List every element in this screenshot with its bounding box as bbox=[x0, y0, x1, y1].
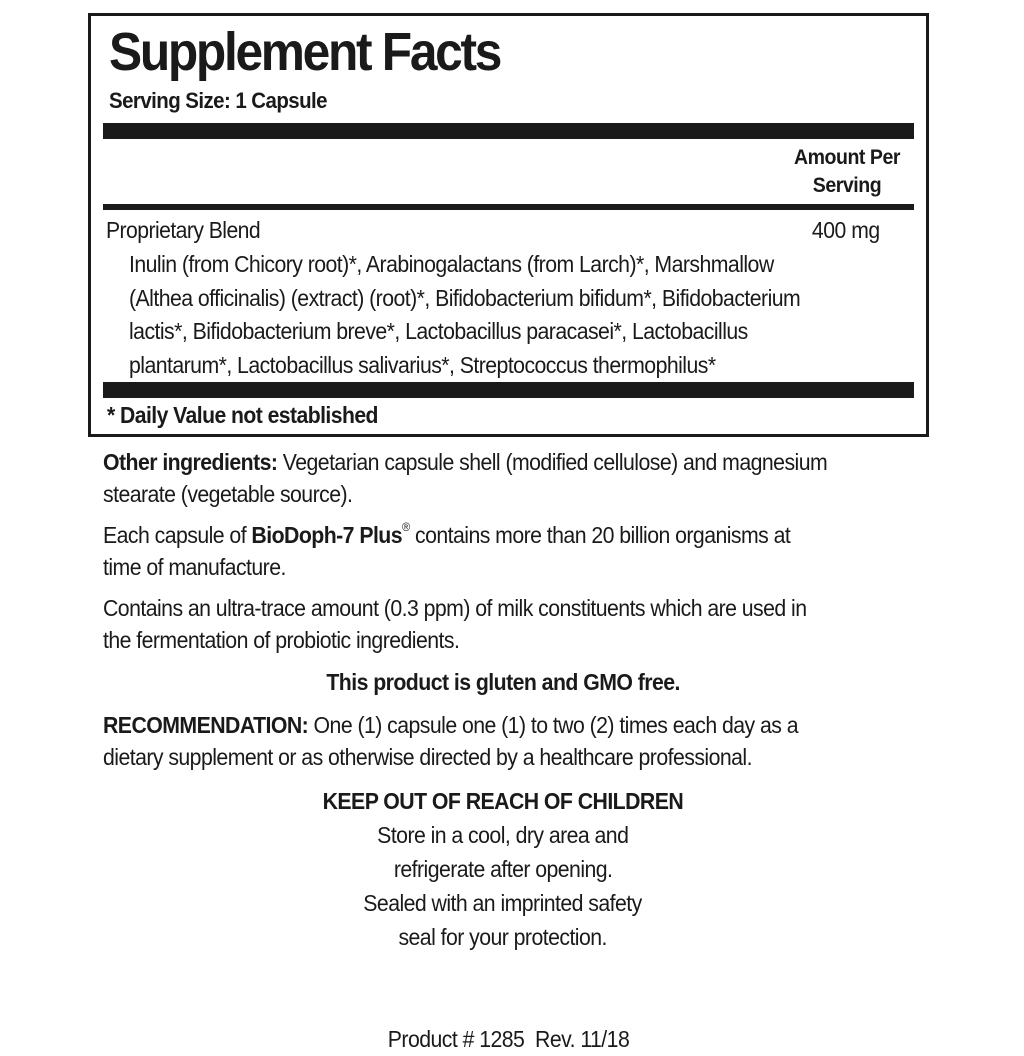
recommendation-line2: dietary supplement or as otherwise directed by a healthcare professional. bbox=[103, 744, 752, 770]
blend-ingredients-line: (Althea officinalis) (extract) (root)*, Bifidobacterium bifidum*, Bifidobacterium bbox=[129, 284, 801, 311]
amount-per-serving-header bbox=[794, 144, 900, 200]
storage-line-text: Store in a cool, dry area and bbox=[377, 822, 629, 848]
other-ingredients-line1 bbox=[103, 446, 889, 478]
registered-mark: ® bbox=[402, 520, 410, 534]
recommendation-label: RECOMMENDATION: bbox=[103, 712, 309, 738]
storage-line bbox=[0, 886, 1006, 920]
blend-ingredients bbox=[129, 248, 888, 382]
other-ingredients-label: Other ingredients: bbox=[103, 449, 278, 475]
gluten-gmo-text: This product is gluten and GMO free. bbox=[326, 669, 680, 695]
milk-statement bbox=[103, 592, 889, 656]
organisms-line2: time of manufacture. bbox=[103, 554, 286, 580]
keep-out-warning bbox=[0, 784, 1006, 818]
blend-ingredients-line: plantarum*, Lactobacillus salivarius*, Streptococcus thermophilus* bbox=[129, 351, 716, 378]
milk-line2: the fermentation of probiotic ingredients. bbox=[103, 627, 460, 653]
other-ingredients-text: Vegetarian capsule shell (modified cellulose) and magnesium bbox=[277, 449, 828, 475]
organisms-line1 bbox=[103, 519, 889, 551]
thin-divider bbox=[103, 204, 914, 210]
milk-line1: Contains an ultra-trace amount (0.3 ppm) of milk constituents which are used in bbox=[103, 595, 807, 621]
recommendation-text: One (1) capsule one (1) to two (2) times each day as a bbox=[308, 712, 798, 738]
gluten-gmo-statement bbox=[0, 665, 1006, 699]
recommendation bbox=[103, 709, 889, 773]
storage-line-text: Sealed with an imprinted safety bbox=[363, 890, 643, 916]
recommendation-line1 bbox=[103, 709, 889, 741]
blend-ingredients-line: Inulin (from Chicory root)*, Arabinogalactans (from Larch)*, Marshmallow bbox=[129, 251, 774, 277]
other-ingredients-line2: stearate (vegetable source). bbox=[103, 481, 353, 507]
blend-name: Proprietary Blend bbox=[106, 217, 261, 243]
storage-instructions bbox=[0, 818, 1006, 954]
storage-line bbox=[0, 818, 1006, 852]
organisms-prefix: Each capsule of bbox=[103, 522, 252, 548]
storage-line-text: seal for your protection. bbox=[398, 924, 608, 950]
daily-value-note: * Daily Value not established bbox=[107, 402, 378, 428]
product-info bbox=[0, 988, 1006, 1056]
organisms-suffix: contains more than 20 billion organisms at bbox=[409, 522, 791, 548]
other-ingredients bbox=[103, 446, 889, 510]
thick-divider-bottom bbox=[103, 382, 914, 398]
blend-amount: 400 mg bbox=[812, 217, 880, 243]
storage-line bbox=[0, 852, 1006, 886]
thick-divider-top bbox=[103, 123, 914, 139]
amount-header-line1: Amount Per bbox=[793, 146, 900, 169]
supplement-facts-panel bbox=[88, 13, 929, 437]
supplement-facts-title: Supplement Facts bbox=[109, 22, 501, 82]
serving-size: Serving Size: 1 Capsule bbox=[109, 88, 327, 113]
amount-header-line2: Serving bbox=[812, 174, 882, 197]
keep-out-text: KEEP OUT OF REACH OF CHILDREN bbox=[322, 788, 684, 814]
storage-line bbox=[0, 920, 1006, 954]
organisms-statement bbox=[103, 519, 889, 583]
blend-ingredients-line: lactis*, Bifidobacterium breve*, Lactobacillus paracasei*, Lactobacillus bbox=[129, 318, 748, 344]
product-name: BioDoph-7 Plus bbox=[251, 522, 403, 548]
product-info-text: Product # 1285 Rev. 11/18 bbox=[388, 1026, 630, 1052]
storage-line-text: refrigerate after opening. bbox=[393, 856, 613, 882]
